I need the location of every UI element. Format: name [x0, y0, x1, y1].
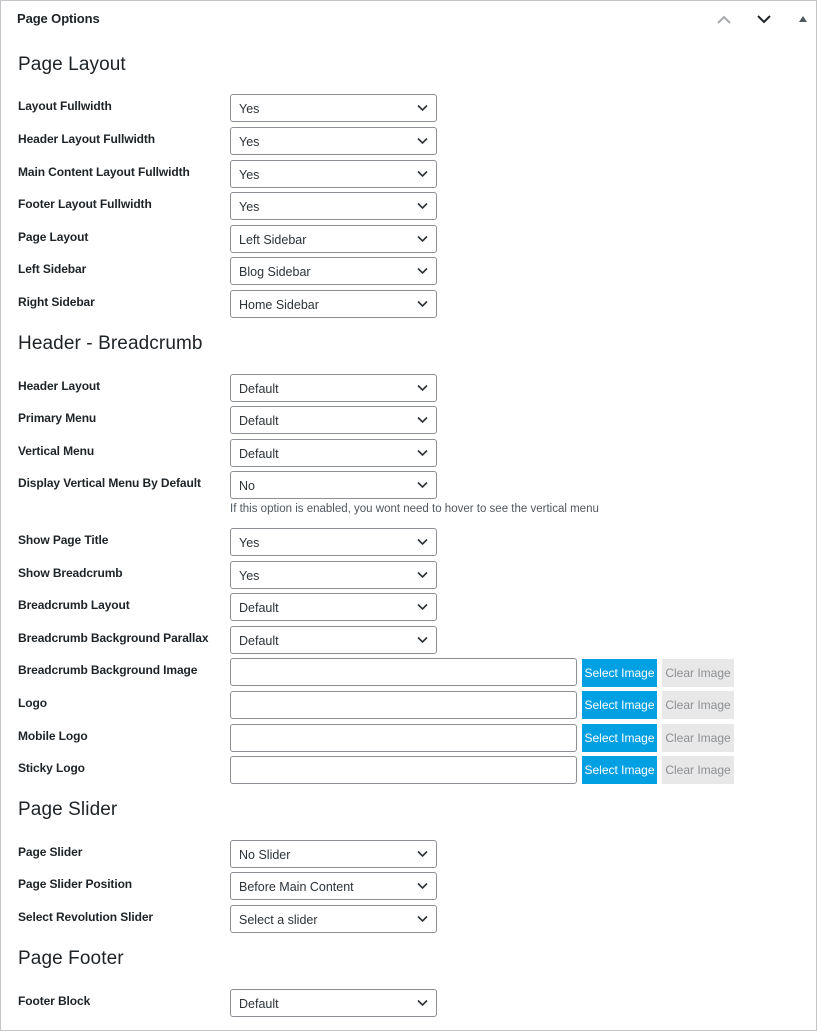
select-value: Default [239, 634, 279, 648]
logo-clear-image-button[interactable]: Clear Image [662, 691, 734, 719]
panel-title: Page Options [17, 11, 100, 26]
chevron-down-icon [417, 416, 428, 424]
chevron-down-icon [417, 850, 428, 858]
logo-input[interactable] [230, 691, 577, 719]
label-logo: Logo [18, 696, 47, 710]
select-value: No Slider [239, 848, 291, 862]
label-page-slider: Page Slider [18, 845, 83, 859]
label-main-content-fullwidth: Main Content Layout Fullwidth [18, 165, 190, 179]
chevron-down-icon [417, 104, 428, 112]
chevron-down-icon [417, 882, 428, 890]
label-revolution-slider: Select Revolution Slider [18, 910, 153, 924]
main-content-fullwidth-select[interactable] [230, 160, 437, 188]
panel-header [1, 1, 816, 37]
label-header-layout: Header Layout [18, 379, 101, 393]
sticky-logo-select-image-button[interactable]: Select Image [582, 756, 657, 784]
show-breadcrumb-select[interactable] [230, 561, 437, 589]
breadcrumb-bg-image-input[interactable] [230, 658, 577, 686]
section-title-page-footer: Page Footer [18, 948, 124, 969]
chevron-down-icon [417, 481, 428, 489]
footer-fullwidth-select[interactable] [230, 192, 437, 220]
label-show-breadcrumb: Show Breadcrumb [18, 566, 123, 580]
label-header-fullwidth: Header Layout Fullwidth [18, 132, 156, 146]
chevron-down-icon [417, 170, 428, 178]
breadcrumb-parallax-select[interactable] [230, 626, 437, 654]
chevron-down-icon [417, 384, 428, 392]
label-display-vertical-menu: Display Vertical Menu By Default [18, 476, 201, 490]
label-footer-fullwidth: Footer Layout Fullwidth [18, 197, 152, 211]
label-footer-block: Footer Block [18, 994, 91, 1008]
mobile-logo-clear-image-button[interactable]: Clear Image [662, 724, 734, 752]
select-value: Select a slider [239, 913, 318, 927]
select-value: Default [239, 414, 279, 428]
chevron-down-icon [417, 603, 428, 611]
breadcrumb-layout-select[interactable] [230, 593, 437, 621]
breadcrumb-bg-select-image-button[interactable]: Select Image [582, 659, 657, 687]
revolution-slider-select[interactable] [230, 905, 437, 933]
sticky-logo-clear-image-button[interactable]: Clear Image [662, 756, 734, 784]
chevron-down-icon [417, 915, 428, 923]
chevron-down-icon[interactable] [750, 5, 778, 33]
select-value: Yes [239, 536, 260, 550]
label-page-slider-position: Page Slider Position [18, 877, 133, 891]
select-value: Left Sidebar [239, 233, 307, 247]
page-slider-position-select[interactable] [230, 872, 437, 900]
label-breadcrumb-parallax: Breadcrumb Background Parallax [18, 631, 209, 645]
label-breadcrumb-bg-image: Breadcrumb Background Image [18, 663, 198, 677]
select-value: Default [239, 997, 279, 1011]
label-page-layout: Page Layout [18, 230, 89, 244]
chevron-down-icon [417, 235, 428, 243]
select-value: Default [239, 382, 279, 396]
label-left-sidebar: Left Sidebar [18, 262, 87, 276]
select-value: Yes [239, 135, 260, 149]
breadcrumb-bg-clear-image-button[interactable]: Clear Image [662, 659, 734, 687]
footer-block-select[interactable] [230, 989, 437, 1017]
label-breadcrumb-layout: Breadcrumb Layout [18, 598, 130, 612]
right-sidebar-select[interactable] [230, 290, 437, 318]
select-value: No [239, 479, 255, 493]
label-primary-menu: Primary Menu [18, 411, 97, 425]
section-title-header-breadcrumb: Header - Breadcrumb [18, 333, 203, 354]
mobile-logo-select-image-button[interactable]: Select Image [582, 724, 657, 752]
chevron-down-icon [417, 538, 428, 546]
chevron-down-icon [417, 571, 428, 579]
select-value: Default [239, 601, 279, 615]
sticky-logo-input[interactable] [230, 756, 577, 784]
page-layout-select[interactable] [230, 225, 437, 253]
vertical-menu-hint: If this option is enabled, you wont need to hover to see the vertical menu [230, 503, 599, 515]
chevron-down-icon [417, 300, 428, 308]
chevron-up-icon[interactable] [710, 5, 738, 33]
chevron-down-icon [417, 267, 428, 275]
select-value: Before Main Content [239, 880, 354, 894]
select-value: Yes [239, 569, 260, 583]
vertical-menu-select[interactable] [230, 439, 437, 467]
primary-menu-select[interactable] [230, 406, 437, 434]
section-title-page-layout: Page Layout [18, 54, 126, 75]
triangle-up-icon[interactable] [789, 5, 817, 33]
show-page-title-select[interactable] [230, 528, 437, 556]
left-sidebar-select[interactable] [230, 257, 437, 285]
section-title-page-slider: Page Slider [18, 799, 118, 820]
logo-select-image-button[interactable]: Select Image [582, 691, 657, 719]
chevron-down-icon [417, 202, 428, 210]
display-vertical-menu-select[interactable] [230, 471, 437, 499]
label-show-page-title: Show Page Title [18, 533, 109, 547]
select-value: Yes [239, 168, 260, 182]
select-value: Default [239, 447, 279, 461]
label-right-sidebar: Right Sidebar [18, 295, 95, 309]
select-value: Yes [239, 102, 260, 116]
label-layout-fullwidth: Layout Fullwidth [18, 99, 112, 113]
label-sticky-logo: Sticky Logo [18, 761, 85, 775]
mobile-logo-input[interactable] [230, 724, 577, 752]
select-value: Blog Sidebar [239, 265, 311, 279]
chevron-down-icon [417, 449, 428, 457]
layout-fullwidth-select[interactable] [230, 94, 437, 122]
chevron-down-icon [417, 137, 428, 145]
label-mobile-logo: Mobile Logo [18, 729, 88, 743]
chevron-down-icon [417, 636, 428, 644]
page-slider-select[interactable] [230, 840, 437, 868]
header-fullwidth-select[interactable] [230, 127, 437, 155]
select-value: Yes [239, 200, 260, 214]
header-layout-select[interactable] [230, 374, 437, 402]
label-vertical-menu: Vertical Menu [18, 444, 95, 458]
chevron-down-icon [417, 999, 428, 1007]
select-value: Home Sidebar [239, 298, 319, 312]
